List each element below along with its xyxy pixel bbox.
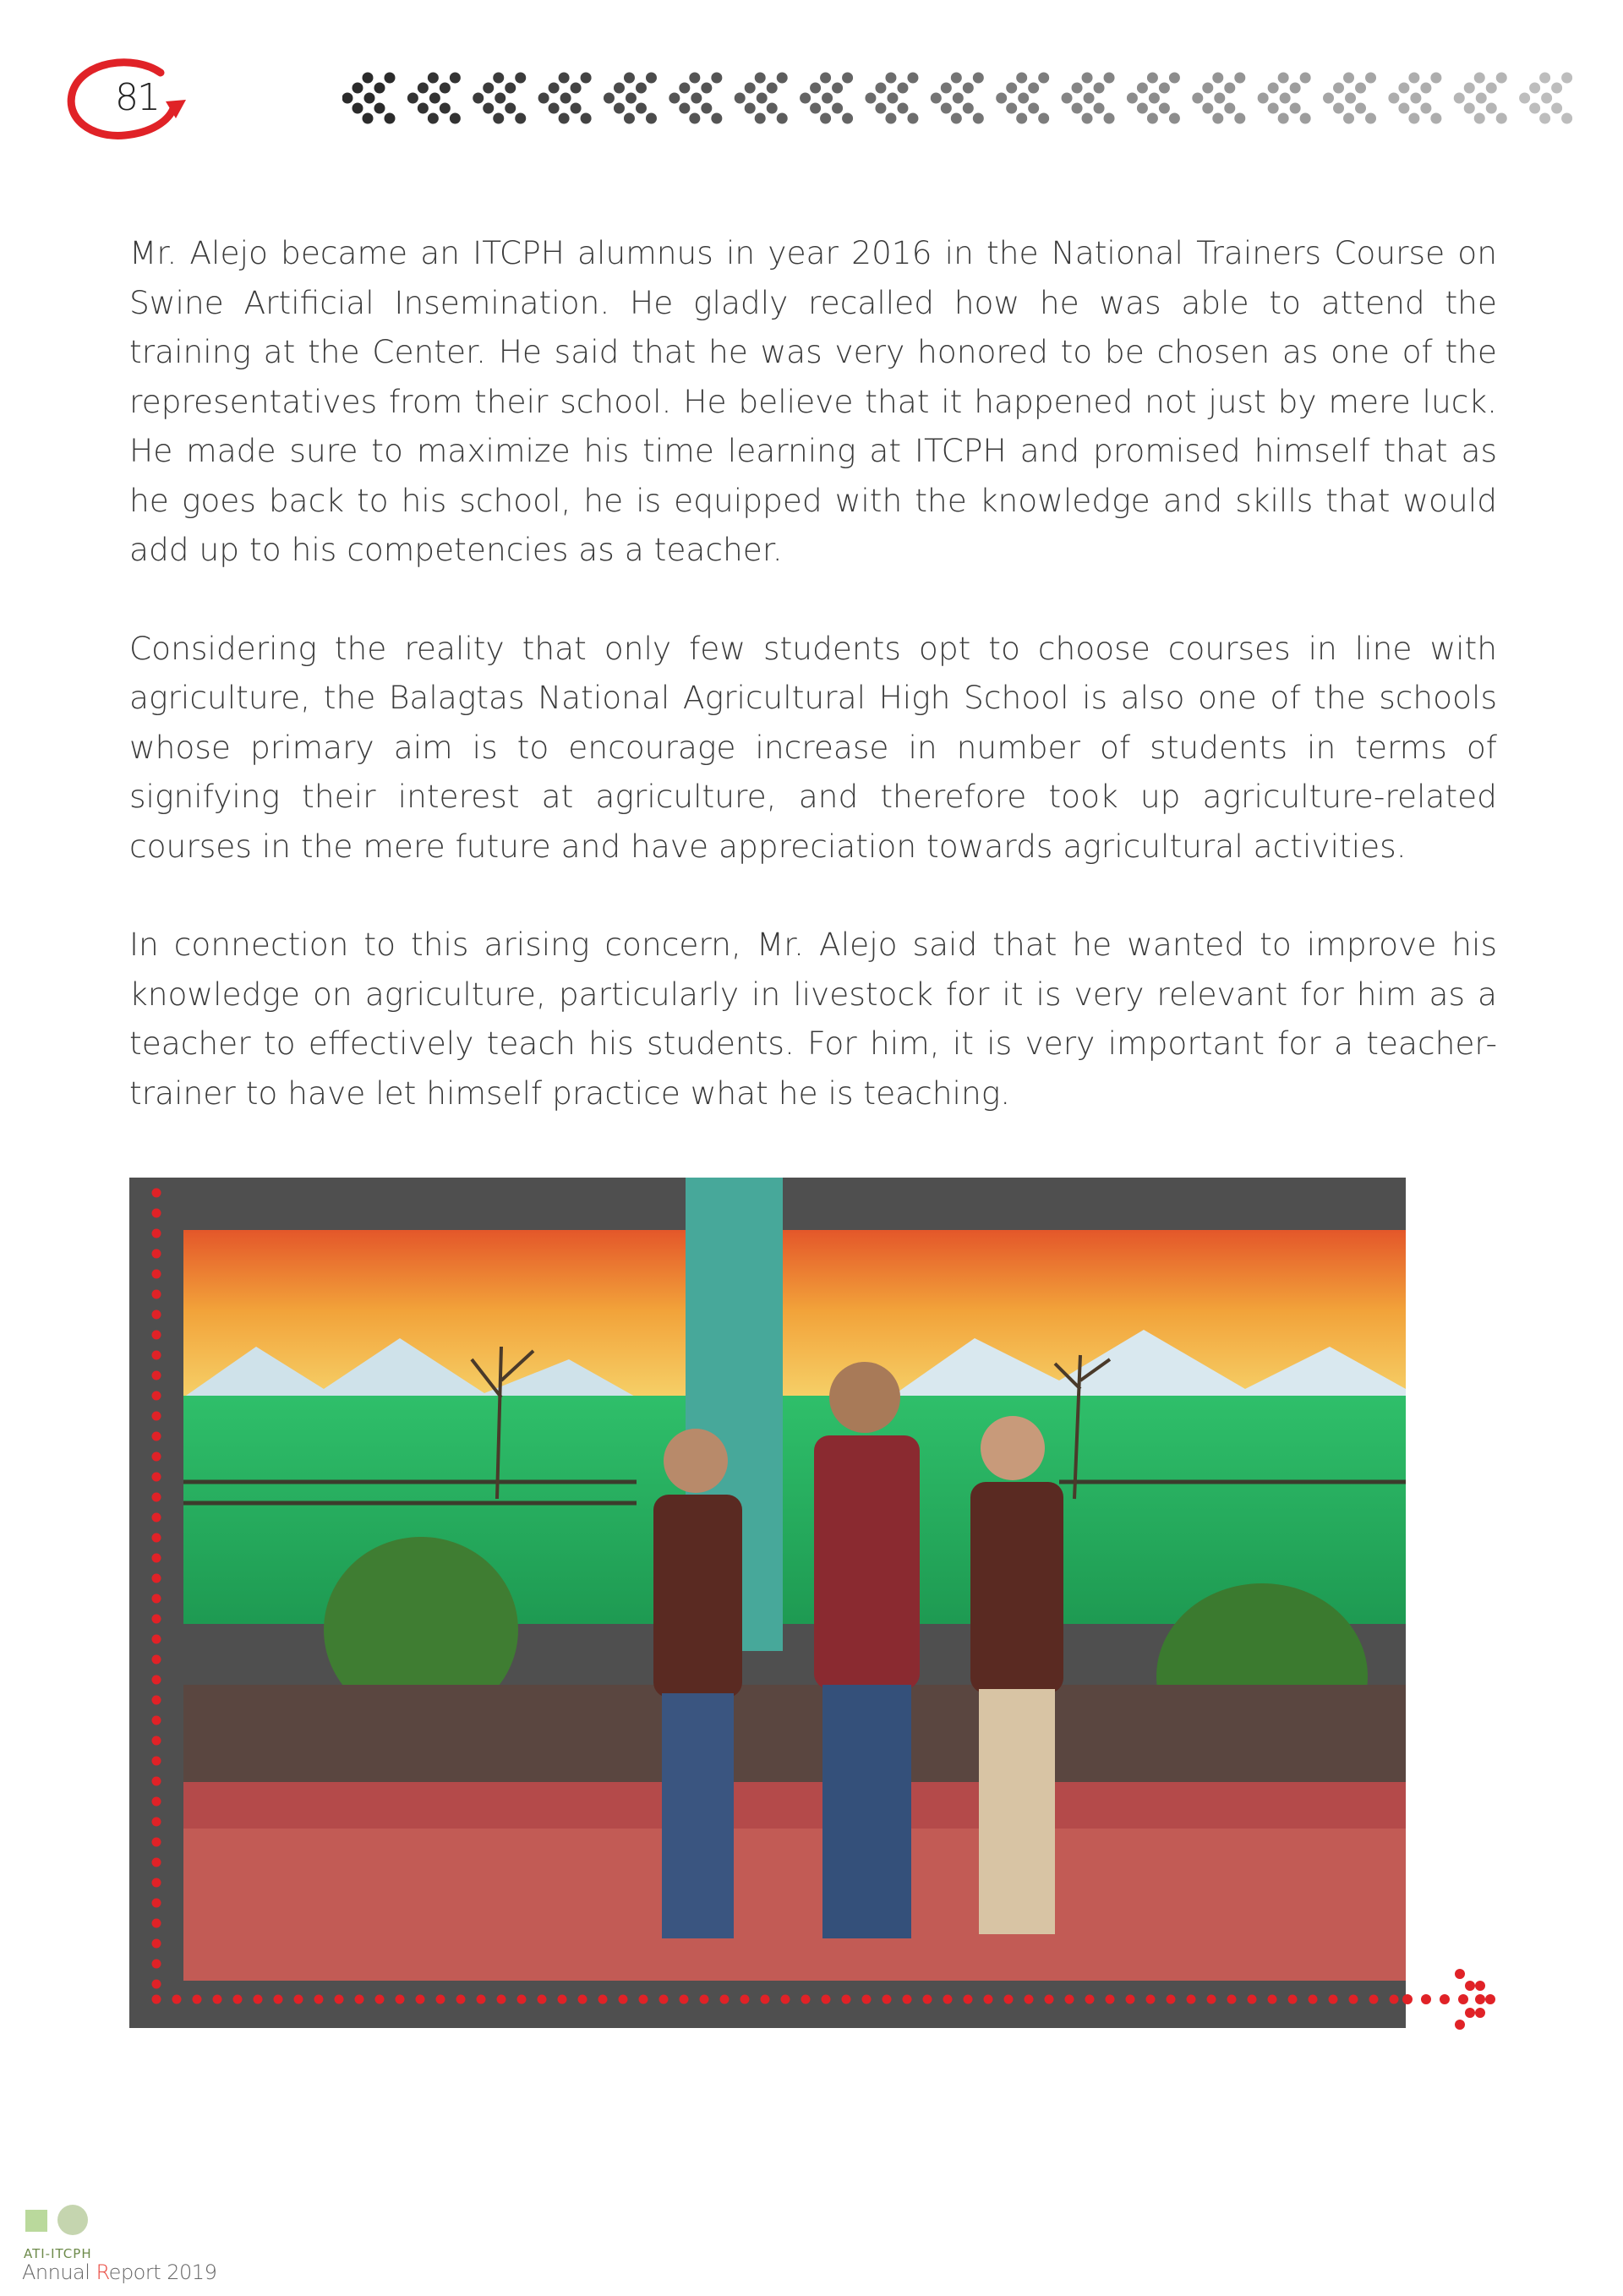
- paragraph-1: Mr. Alejo became an ITCPH alumnus in year 2016 in the National Trainers Course on Swine Artificial Insemination. He gladly recalled how he was able to attend the training at the Center. He said that he was very honored to be chosen as one of the representatives from their school. He believe that it happened not just by mere luck. He made sure to maximize his time learning at ITCPH and promised himself that as he goes back to his school, he is equipped with the knowledge and skills that would add up to his competencies as a teacher.: [129, 234, 1497, 568]
- chevron-icon: [1388, 73, 1441, 124]
- arrow-dot: [1440, 1994, 1450, 2004]
- chevron-icon: [1519, 73, 1572, 124]
- chevron-icon: [865, 73, 918, 124]
- chevron-icon: [1258, 73, 1311, 124]
- arrow-dot: [1455, 1969, 1465, 1979]
- paragraph-3: In connection to this arising concern, Mr. Alejo said that he wanted to improve his knowledge on agriculture, particularly in livestock for it is very relevant for him as a teacher to effectively teach his students. For him, it is very important for a teacher-trainer to have let himself practice what he is teaching.: [129, 926, 1497, 1112]
- chevron-icon: [1127, 73, 1180, 124]
- chevron-icon: [473, 73, 526, 124]
- chevron-icon: [342, 73, 396, 124]
- footer-report-highlight: R: [96, 2260, 109, 2284]
- paragraph-2: Considering the reality that only few students opt to choose courses in line with agriculture, the Balagtas National Agricultural High School is also one of the schools whose primary aim is to encourage increase in number of students in terms of signifying their interest at agriculture, and therefore took up agriculture-related courses in the mere future and have appreciation towards agricultural activities.: [129, 629, 1497, 865]
- footer-org-label: ATI-ITCPH: [24, 2246, 92, 2261]
- chevron-icon: [1454, 73, 1507, 124]
- page-number: 81: [115, 76, 159, 119]
- arrow-dot: [1475, 2008, 1485, 2018]
- arrow-dot: [1475, 1981, 1485, 1991]
- chevron-icon: [407, 73, 461, 124]
- footer-report-suffix: eport 2019: [108, 2260, 217, 2284]
- chevron-icon: [1192, 73, 1245, 124]
- arrow-dot: [1421, 1994, 1431, 2004]
- article-body: [129, 228, 1497, 1167]
- chevron-row-decoration: [342, 59, 1585, 144]
- footer-report-title: [22, 2260, 216, 2284]
- person-center: [814, 1362, 920, 1938]
- arrow-dot: [1475, 1994, 1485, 2004]
- chevron-icon: [931, 73, 984, 124]
- footer-report-prefix: Annual: [22, 2260, 96, 2284]
- arrow-dot: [1485, 1994, 1495, 2004]
- chevron-icon: [996, 73, 1049, 124]
- chevron-icon: [1062, 73, 1115, 124]
- page-number-badge: [66, 57, 201, 150]
- arrow-dot: [1465, 2008, 1475, 2018]
- chevron-icon: [1323, 73, 1376, 124]
- chevron-icon: [604, 73, 657, 124]
- group-photo-scene: [129, 1178, 1406, 2028]
- footer-logos-icon: [22, 2196, 98, 2247]
- person-left: [653, 1429, 742, 1938]
- dotted-arrow-icon: [1399, 1949, 1517, 2050]
- arrow-dot: [1458, 1994, 1468, 2004]
- chevron-icon: [735, 73, 788, 124]
- chevron-icon: [669, 73, 722, 124]
- arrow-dot: [1455, 2020, 1465, 2030]
- chevron-icon: [800, 73, 853, 124]
- group-photo: [129, 1178, 1406, 2028]
- arrow-dot: [1402, 1994, 1413, 2004]
- arrow-dot: [1465, 1981, 1475, 1991]
- chevron-icon: [538, 73, 592, 124]
- person-right: [970, 1416, 1063, 1934]
